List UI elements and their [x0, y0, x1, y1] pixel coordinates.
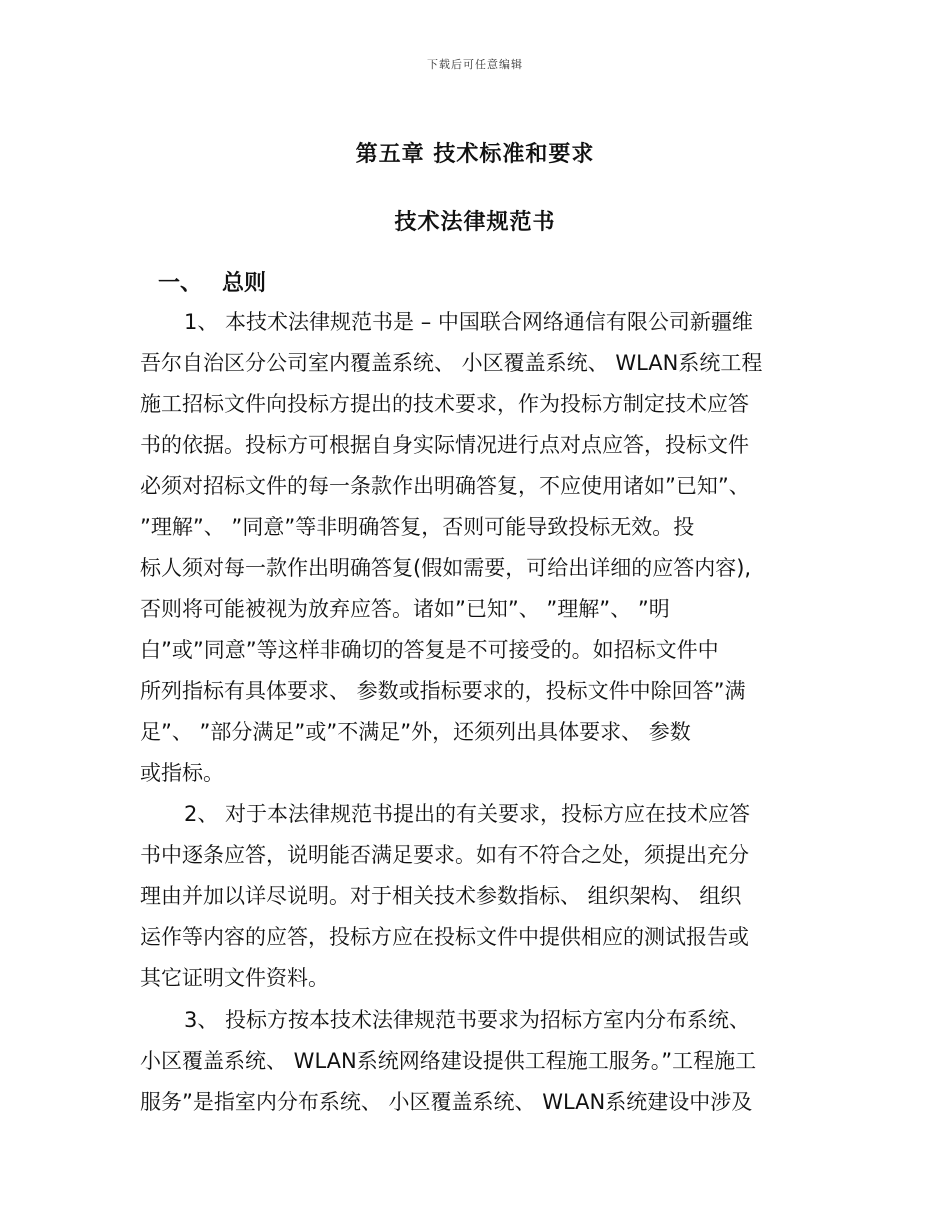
paragraph-line: 3、 投标方按本技术法律规范书要求为招标方室内分布系统、 [184, 1008, 751, 1032]
paragraph-line: 书中逐条应答，说明能否满足要求。如有不符合之处，须提出充分 [140, 843, 749, 867]
document-title: 技术法律规范书 [394, 210, 556, 235]
paragraph-line: 运作等内容的应答，投标方应在投标文件中提供相应的测试报告或 [140, 925, 749, 949]
paragraph-line: 施工招标文件向投标方提出的技术要求，作为投标方制定技术应答 [140, 392, 749, 416]
chapter-title: 第五章 技术标准和要求 [355, 142, 595, 167]
paragraph-line: 吾尔自治区分公司室内覆盖系统、 小区覆盖系统、 WLAN系统工程 [140, 351, 763, 375]
paragraph-line: 否则将可能被视为放弃应答。诸如”已知”、 ”理解”、 ”明 [140, 597, 670, 621]
paragraph-line: 所列指标有具体要求、 参数或指标要求的，投标文件中除回答”满 [140, 679, 746, 703]
paragraph-line: 足”、 ”部分满足”或”不满足”外，还须列出具体要求、 参数 [140, 720, 691, 744]
section-heading [158, 266, 266, 297]
paragraph-line: 或指标。 [140, 761, 224, 785]
paragraph-line: 1、 本技术法律规范书是 – 中国联合网络通信有限公司新疆维 [184, 310, 753, 334]
paragraph-1 [140, 302, 810, 794]
section-number: 一、 [158, 271, 203, 296]
paragraph-2 [140, 794, 810, 999]
paragraph-line: 书的依据。投标方可根据自身实际情况进行点对点应答，投标文件 [140, 433, 749, 457]
section-title: 总则 [222, 271, 267, 296]
paragraph-line: 服务”是指室内分布系统、 小区覆盖系统、 WLAN系统建设中涉及 [140, 1090, 753, 1114]
paragraph-line: 2、 对于本法律规范书提出的有关要求，投标方应在技术应答 [184, 802, 751, 826]
header-note: 下载后可任意编辑 [427, 58, 523, 71]
paragraph-line: 白”或”同意”等这样非确切的答复是不可接受的。如招标文件中 [140, 638, 719, 662]
paragraph-line: 小区覆盖系统、 WLAN系统网络建设提供工程施工服务。”工程施工 [140, 1049, 757, 1073]
paragraph-3 [140, 1000, 810, 1123]
paragraph-line: 必须对招标文件的每一条款作出明确答复，不应使用诸如”已知”、 [140, 474, 750, 498]
paragraph-line: 其它证明文件资料。 [140, 966, 329, 990]
paragraph-line: 理由并加以详尽说明。对于相关技术参数指标、 组织架构、 组织 [140, 884, 742, 908]
paragraph-line: 标人须对每一款作出明确答复(假如需要，可给出详细的应答内容), [140, 556, 752, 580]
paragraph-line: ”理解”、 ”同意”等非明确答复，否则可能导致投标无效。投 [140, 515, 695, 539]
